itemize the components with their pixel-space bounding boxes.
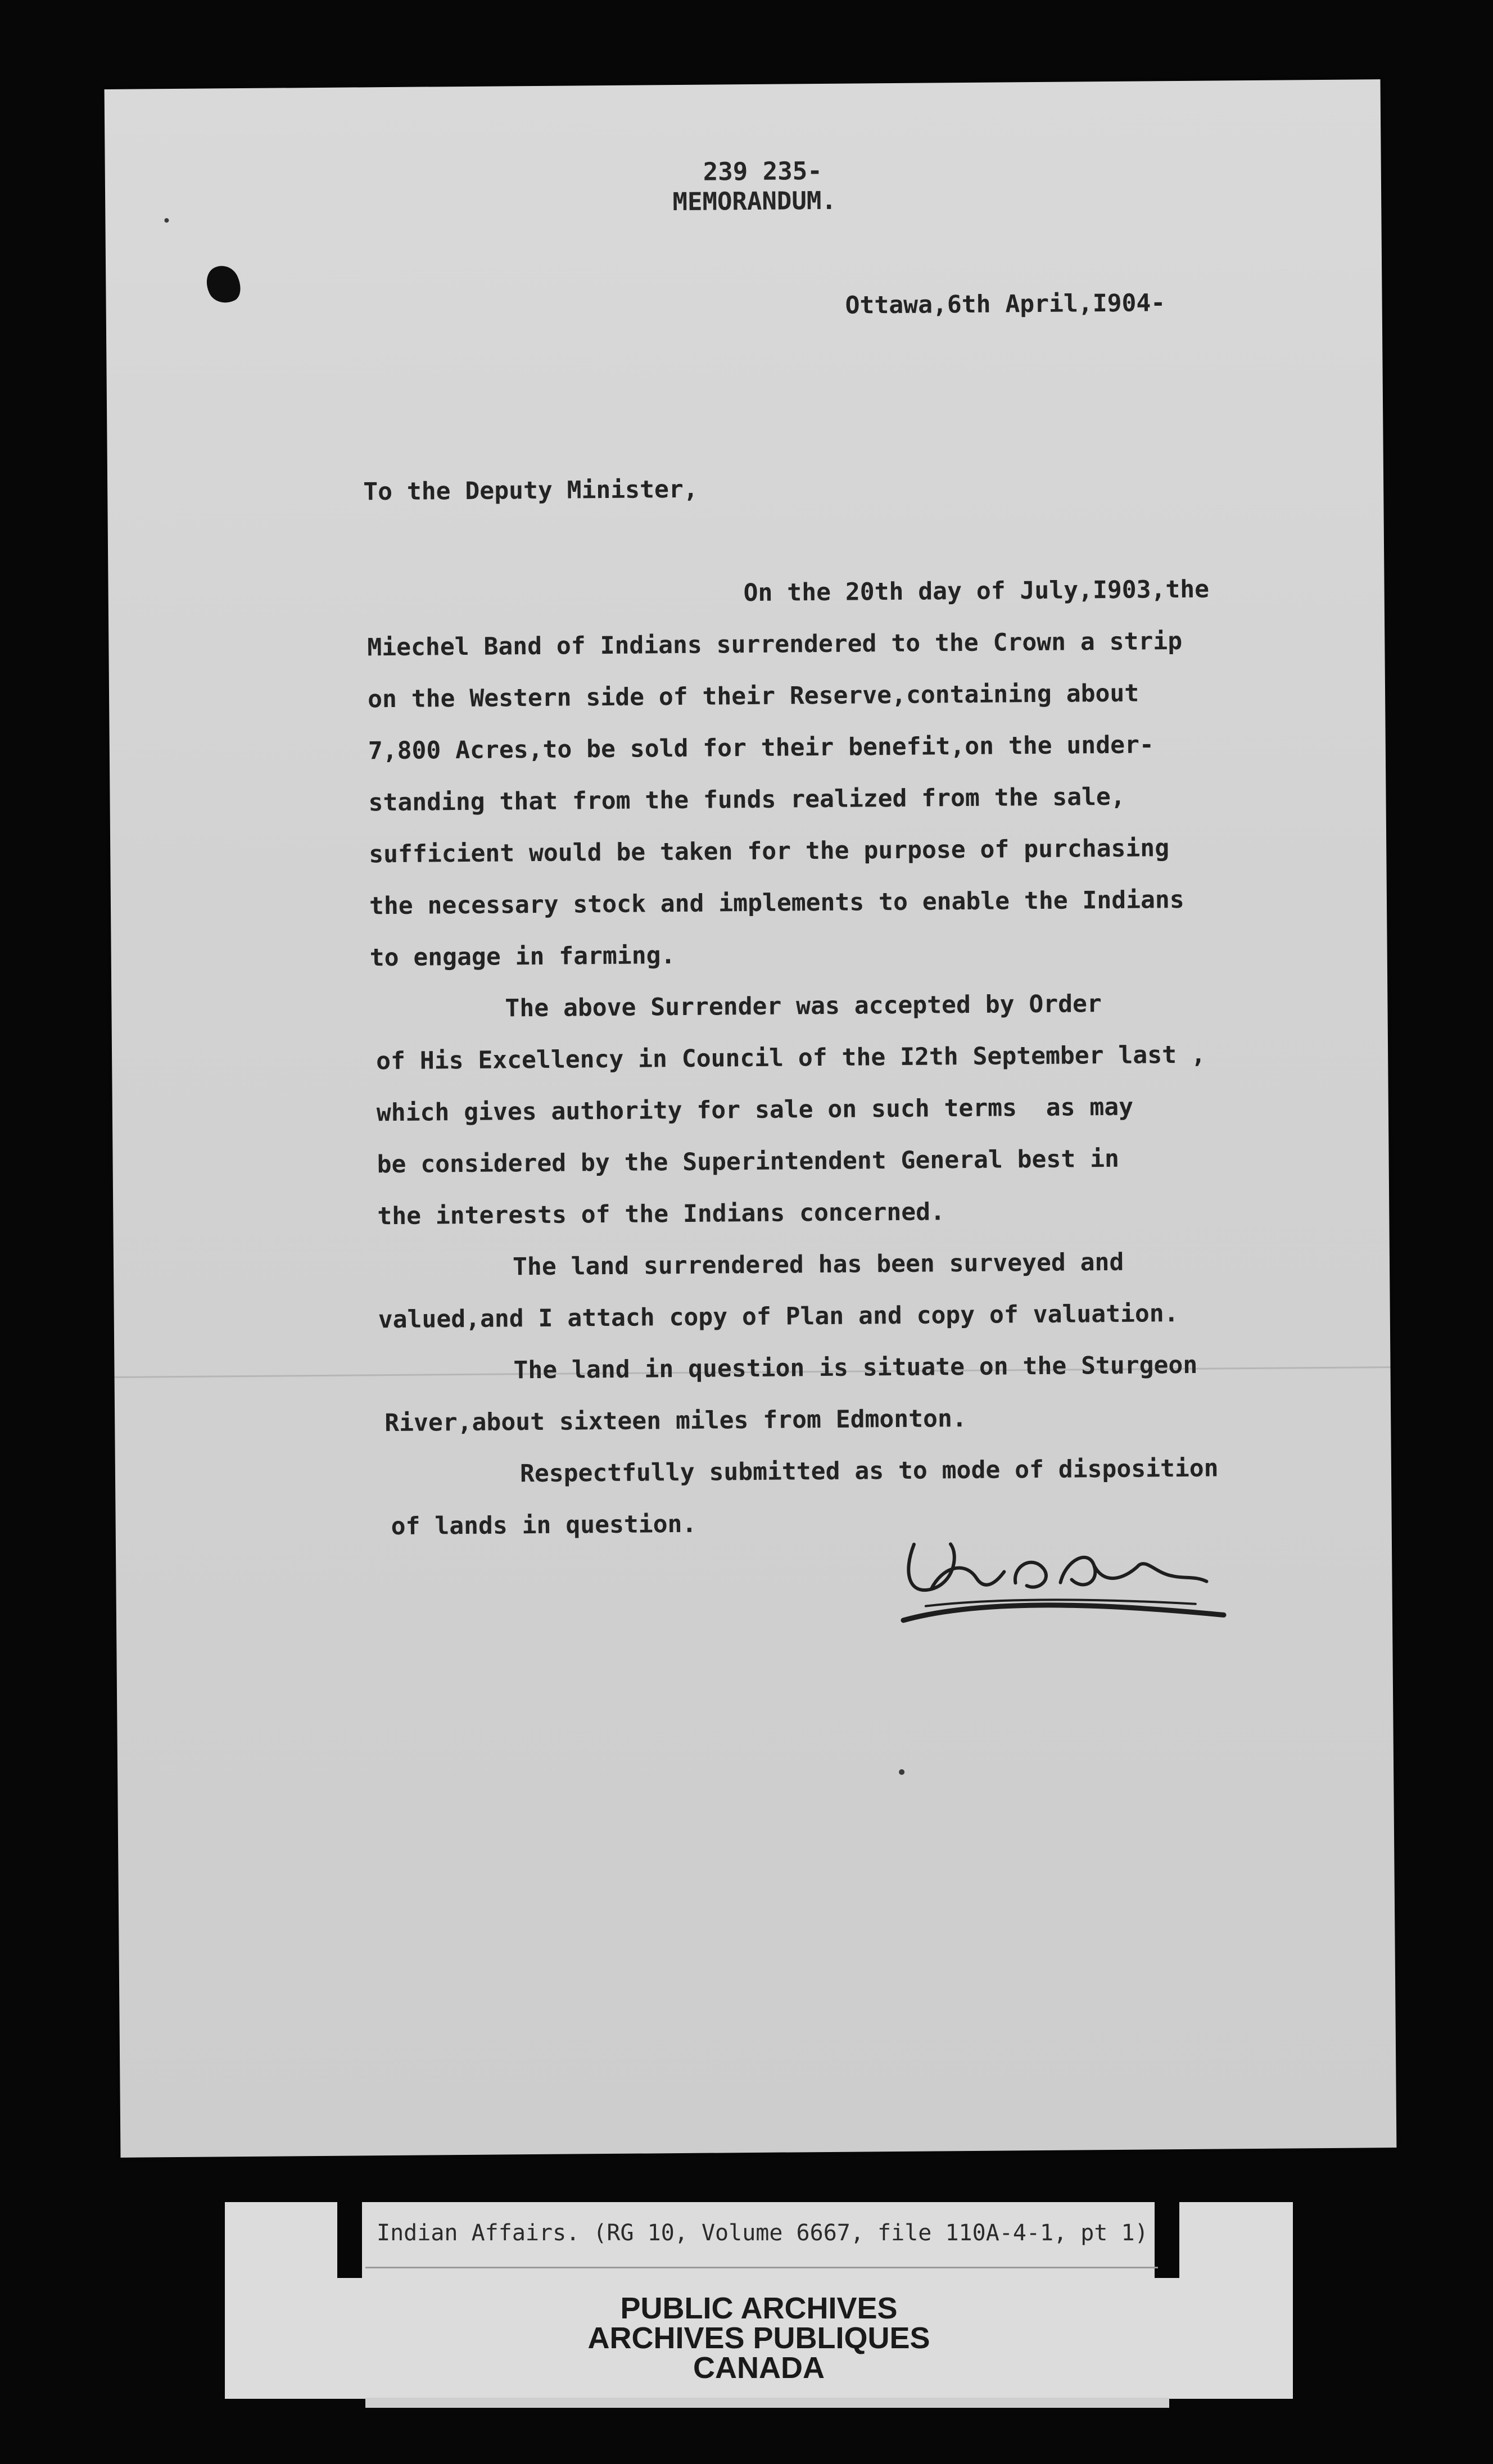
archive-name-french: ARCHIVES PUBLIQUES (587, 2321, 930, 2355)
body-line: The above Surrender was accepted by Order (505, 990, 1102, 1023)
handwritten-signature (892, 1519, 1230, 1634)
body-line: on the Western side of their Reserve,containing about (367, 679, 1139, 714)
body-line: The land in question is situate on the Sturgeon (513, 1351, 1198, 1385)
file-number: 239 235- (703, 156, 822, 187)
citation-divider (365, 2267, 1158, 2268)
body-line: which gives authority for sale on such terms as may (376, 1093, 1134, 1127)
body-line: River,about sixteen miles from Edmonton. (384, 1404, 967, 1438)
body-line: The land surrendered has been surveyed and (512, 1248, 1124, 1281)
archive-citation: Indian Affairs. (RG 10, Volume 6667, file 110A-4-1, pt 1) (377, 2220, 1148, 2246)
body-line: of lands in question. (391, 1510, 697, 1541)
body-line: Respectfully submitted as to mode of disposition (519, 1454, 1219, 1488)
paper-speck (899, 1769, 904, 1775)
body-line: the interests of the Indians concerned. (377, 1198, 945, 1231)
body-line: sufficient would be taken for the purpose of purchasing (369, 834, 1170, 869)
label-tab-right (1155, 2202, 1179, 2278)
label-tab-left (337, 2202, 362, 2278)
body-line: On the 20th day of July,I903,the (743, 575, 1210, 608)
label-bottom-strip (365, 2398, 1169, 2408)
body-line: the necessary stock and implements to enable the Indians (369, 885, 1184, 921)
ink-blot (201, 260, 247, 309)
memo-heading: MEMORANDUM. (672, 186, 837, 217)
body-line: to engage in farming. (369, 941, 676, 972)
body-line: of His Excellency in Council of the I2th September last , (375, 1040, 1206, 1076)
salutation: To the Deputy Minister, (363, 475, 698, 506)
memorandum-page (105, 79, 1397, 2158)
archive-name-english: PUBLIC ARCHIVES (620, 2291, 898, 2325)
body-line: Miechel Band of Indians surrendered to the Crown a strip (367, 627, 1183, 662)
body-line: standing that from the funds realized from the sale, (368, 782, 1125, 817)
body-line: 7,800 Acres,to be sold for their benefit,on the under- (368, 731, 1154, 766)
archive-country: CANADA (693, 2351, 825, 2385)
body-line: be considered by the Superintendent General best in (377, 1144, 1120, 1179)
place-date: Ottawa,6th April,I904- (845, 289, 1166, 320)
body-line: valued,and I attach copy of Plan and copy of valuation. (378, 1299, 1179, 1334)
